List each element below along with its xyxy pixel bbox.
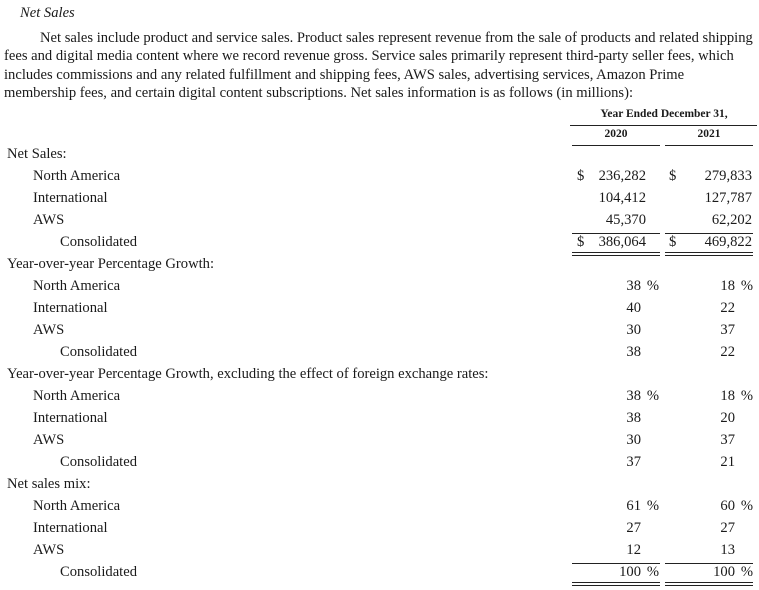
percent-symbol: % xyxy=(740,388,753,404)
intro-line: includes commissions and any related fulfillment and shipping fees, AWS sales, advertising services, Amazon Prime xyxy=(4,66,685,83)
value-2021: 127,787 xyxy=(704,190,752,206)
header-rule xyxy=(570,125,757,126)
currency-symbol: $ xyxy=(577,234,585,250)
section-title: Year-over-year Percentage Growth, excluding the effect of foreign exchange rates: xyxy=(7,366,489,382)
percent-symbol: % xyxy=(740,278,753,294)
percent-symbol: % xyxy=(740,498,753,514)
percent-value: 40 xyxy=(626,300,641,316)
value-2020 xyxy=(572,564,659,581)
value-2020 xyxy=(572,520,659,537)
value-2021 xyxy=(664,564,753,581)
subtotal-rule xyxy=(665,233,753,234)
subtotal-rule xyxy=(572,563,660,564)
percent-value: 60 xyxy=(720,498,735,514)
intro-line: Net sales include product and service sales. Product sales represent revenue from the sale of products and related shipping xyxy=(40,30,753,46)
row-label: AWS xyxy=(33,432,65,448)
value-2021 xyxy=(664,520,753,537)
header-rule-2020 xyxy=(572,145,660,146)
row-label: International xyxy=(33,520,108,536)
column-group-header: Year Ended December 31, xyxy=(600,108,728,120)
percent-value: 30 xyxy=(626,322,641,338)
percent-value: 100 xyxy=(619,564,641,580)
value-2020: 236,282 xyxy=(598,168,646,184)
value-2021 xyxy=(664,454,753,471)
value-2021 xyxy=(664,344,753,361)
row-label: AWS xyxy=(33,542,65,558)
percent-value: 38 xyxy=(626,278,641,294)
value-2020: 104,412 xyxy=(598,190,646,206)
percent-value: 13 xyxy=(720,542,735,558)
row-label: International xyxy=(33,300,108,316)
value-2021 xyxy=(664,322,753,339)
percent-symbol: % xyxy=(646,388,659,404)
value-2021: 62,202 xyxy=(711,212,752,228)
column-header-2020: 2020 xyxy=(604,128,628,140)
intro-line: fees and digital media content where we record revenue gross. Service sales primarily represent third-party seller fees, which xyxy=(4,48,734,65)
section-title: Net Sales: xyxy=(7,146,67,162)
value-2020: 386,064 xyxy=(598,234,646,250)
row-label: International xyxy=(33,410,108,426)
percent-value: 22 xyxy=(720,344,735,360)
column-header-2021: 2021 xyxy=(697,128,721,140)
row-label: North America xyxy=(33,498,121,514)
section-title: Year-over-year Percentage Growth: xyxy=(7,256,215,272)
percent-value: 61 xyxy=(626,498,641,514)
percent-value: 37 xyxy=(720,432,735,448)
percent-symbol: % xyxy=(740,564,753,580)
currency-symbol: $ xyxy=(669,234,677,250)
section-title: Net sales mix: xyxy=(7,476,91,492)
value-2020 xyxy=(572,454,659,471)
value-2021: 279,833 xyxy=(704,168,752,184)
percent-value: 21 xyxy=(720,454,735,470)
value-2020 xyxy=(572,322,659,339)
value-2021 xyxy=(664,278,753,295)
value-2021 xyxy=(664,542,753,559)
percent-value: 27 xyxy=(626,520,641,536)
percent-value: 20 xyxy=(720,410,735,426)
value-2020 xyxy=(572,344,659,361)
value-2021 xyxy=(664,410,753,427)
total-double-rule xyxy=(572,252,660,256)
percent-value: 18 xyxy=(720,278,735,294)
value-2020 xyxy=(572,410,659,427)
total-double-rule xyxy=(665,252,753,256)
percent-value: 37 xyxy=(626,454,641,470)
intro-line: membership fees, and certain digital content subscriptions. Net sales information is as follows (in millions): xyxy=(4,84,634,101)
intro-paragraph xyxy=(4,29,756,102)
percent-symbol: % xyxy=(646,498,659,514)
value-2021: 469,822 xyxy=(704,234,752,250)
value-2021 xyxy=(664,300,753,317)
value-2020 xyxy=(572,388,659,405)
value-2021 xyxy=(664,498,753,515)
percent-symbol: % xyxy=(646,278,659,294)
row-label: Consolidated xyxy=(60,234,138,250)
total-double-rule xyxy=(665,582,753,586)
percent-symbol: % xyxy=(646,564,659,580)
percent-value: 38 xyxy=(626,344,641,360)
currency-symbol: $ xyxy=(669,168,677,184)
percent-value: 100 xyxy=(713,564,735,580)
row-label: Consolidated xyxy=(60,344,138,360)
percent-value: 22 xyxy=(720,300,735,316)
row-label: North America xyxy=(33,278,121,294)
row-label: AWS xyxy=(33,212,65,228)
value-2020 xyxy=(572,278,659,295)
row-label: North America xyxy=(33,168,121,184)
subtotal-rule xyxy=(572,233,660,234)
value-2020 xyxy=(572,300,659,317)
row-label: North America xyxy=(33,388,121,404)
row-label: International xyxy=(33,190,108,206)
value-2021 xyxy=(664,432,753,449)
total-double-rule xyxy=(572,582,660,586)
value-2021 xyxy=(664,388,753,405)
value-2020 xyxy=(572,498,659,515)
currency-symbol: $ xyxy=(577,168,585,184)
percent-value: 30 xyxy=(626,432,641,448)
percent-value: 37 xyxy=(720,322,735,338)
value-2020 xyxy=(572,542,659,559)
percent-value: 38 xyxy=(626,388,641,404)
row-label: Consolidated xyxy=(60,564,138,580)
row-label: AWS xyxy=(33,322,65,338)
row-label: Consolidated xyxy=(60,454,138,470)
percent-value: 38 xyxy=(626,410,641,426)
value-2020 xyxy=(572,432,659,449)
section-title: Net Sales xyxy=(20,5,75,21)
percent-value: 27 xyxy=(720,520,735,536)
value-2020: 45,370 xyxy=(605,212,646,228)
percent-value: 18 xyxy=(720,388,735,404)
percent-value: 12 xyxy=(626,542,641,558)
subtotal-rule xyxy=(665,563,753,564)
header-rule-2021 xyxy=(665,145,753,146)
